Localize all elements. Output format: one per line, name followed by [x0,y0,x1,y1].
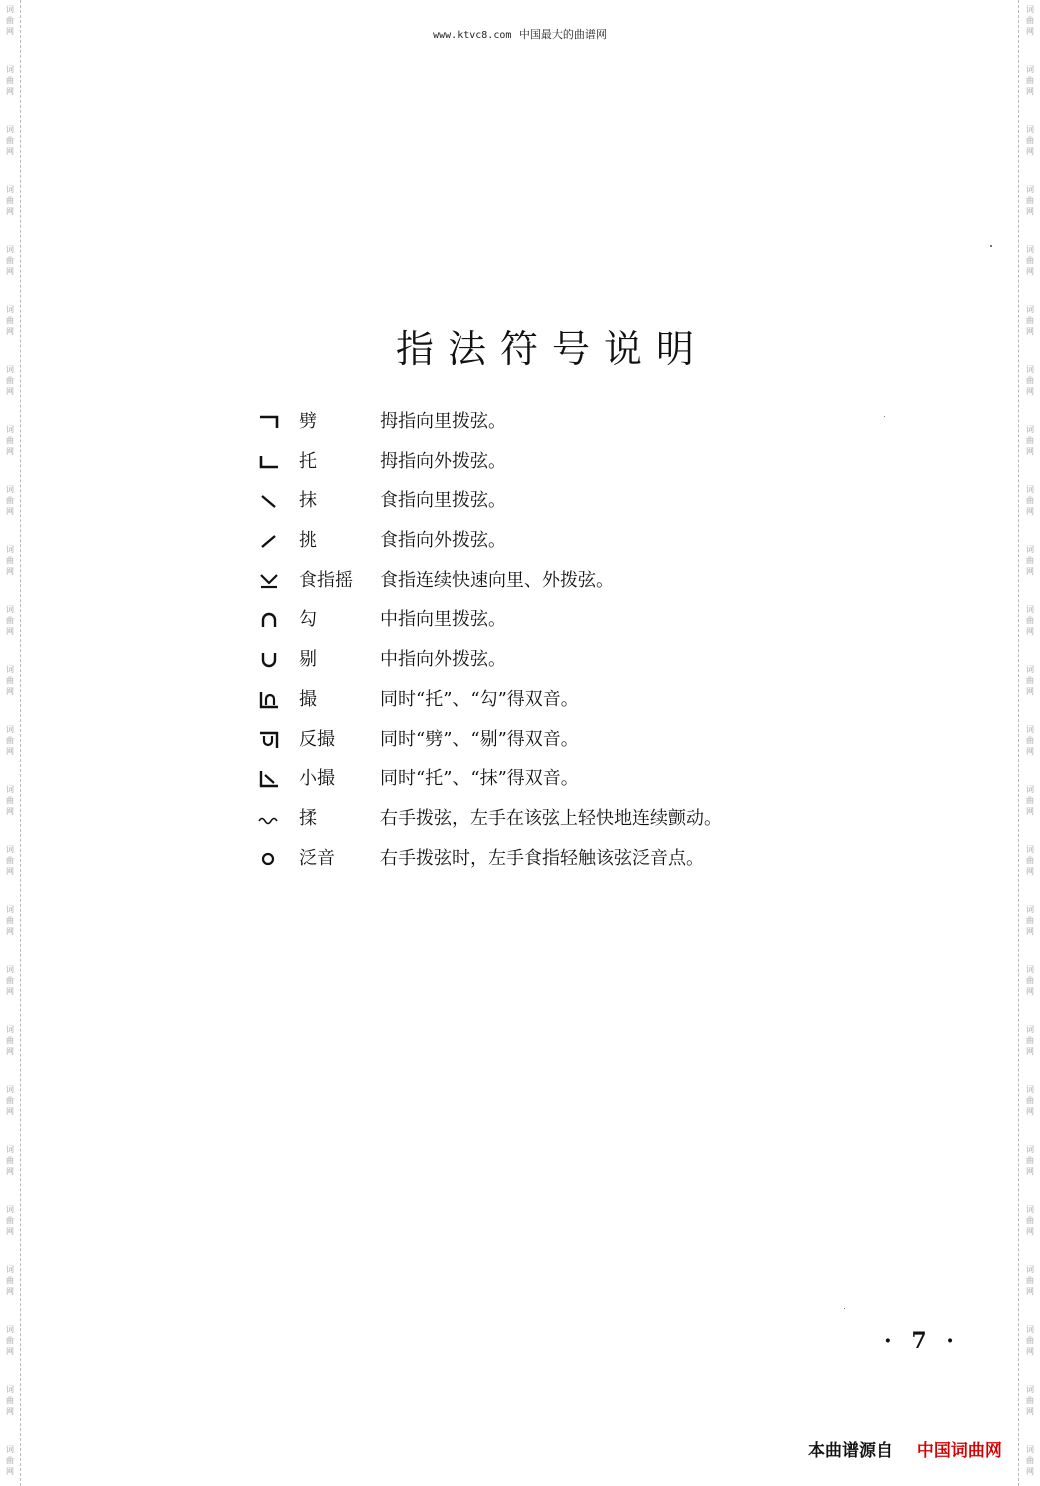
watermark-char: 曲 [1026,1096,1034,1105]
symbol-name: 剔 [299,649,317,671]
fan-cuo-icon [254,728,284,752]
list-item [254,604,814,644]
watermark-char: 网 [6,867,14,876]
watermark-char: 曲 [6,556,14,565]
watermark-char: 曲 [6,616,14,625]
watermark-char: 词 [6,125,14,134]
watermark-char: 网 [1026,687,1034,696]
watermark-block [3,1204,17,1237]
watermark-block [3,1444,17,1477]
watermark-char: 网 [1026,867,1034,876]
watermark-char: 词 [6,425,14,434]
watermark-char: 曲 [1026,436,1034,445]
watermark-char: 曲 [1026,376,1034,385]
watermark-char: 网 [1026,927,1034,936]
watermark-char: 词 [1026,1085,1034,1094]
watermark-char: 词 [1026,1265,1034,1274]
mo-icon [254,489,284,513]
watermark-char: 词 [1026,365,1034,374]
watermark-block [3,64,17,97]
watermark-char: 网 [6,147,14,156]
watermark-char: 网 [6,927,14,936]
watermark-char: 网 [1026,987,1034,996]
watermark-char: 曲 [6,796,14,805]
watermark-char: 词 [6,1325,14,1334]
watermark-char: 词 [1026,1445,1034,1454]
watermark-char: 词 [1026,665,1034,674]
list-item [254,843,814,883]
watermark-char: 网 [1026,147,1034,156]
watermark-char: 曲 [1026,736,1034,745]
watermark-char: 网 [1026,87,1034,96]
symbol-description: 拇指向里拨弦。 [380,411,506,432]
watermark-char: 词 [1026,185,1034,194]
watermark-char: 曲 [1026,256,1034,265]
symbol-name: 挑 [299,530,317,552]
watermark-char: 曲 [6,1156,14,1165]
ti-icon [254,648,284,672]
watermark-char: 词 [6,1265,14,1274]
left-margin-rule [20,0,21,1486]
watermark-char: 曲 [1026,1036,1034,1045]
watermark-char: 网 [6,627,14,636]
symbol-description: 食指向外拨弦。 [380,530,506,552]
list-item [254,763,814,803]
watermark-block [3,484,17,517]
watermark-char: 网 [6,987,14,996]
watermark-char: 曲 [6,196,14,205]
symbol-description: 右手拨弦时，左手食指轻触该弦泛音点。 [380,847,704,869]
watermark-char: 词 [1026,1325,1034,1334]
watermark-block [3,1084,17,1117]
watermark-char: 网 [1026,627,1034,636]
list-item [254,406,814,446]
watermark-char: 词 [1026,1025,1034,1034]
watermark-char: 曲 [6,1336,14,1345]
watermark-block [1023,244,1037,277]
watermark-char: 曲 [1026,616,1034,625]
watermark-char: 词 [1026,485,1034,494]
watermark-block [3,424,17,457]
watermark-char: 词 [1026,785,1034,794]
tiao-icon [254,529,284,553]
watermark-block [1023,1084,1037,1117]
watermark-char: 网 [1026,1467,1034,1476]
watermark-block [1023,1204,1037,1237]
watermark-char: 网 [6,207,14,216]
watermark-char: 词 [6,305,14,314]
watermark-char: 曲 [6,256,14,265]
watermark-char: 词 [6,1385,14,1394]
watermark-char: 网 [1026,807,1034,816]
watermark-char: 曲 [6,136,14,145]
watermark-char: 网 [1026,507,1034,516]
watermark-char: 词 [6,605,14,614]
watermark-char: 网 [6,1227,14,1236]
watermark-block [1023,544,1037,577]
watermark-char: 网 [1026,1407,1034,1416]
watermark-char: 曲 [6,1456,14,1465]
watermark-char: 词 [6,65,14,74]
list-item [254,446,814,486]
footer-attribution [808,1436,1002,1461]
watermark-block [3,544,17,577]
watermark-char: 曲 [1026,76,1034,85]
watermark-char: 词 [1026,5,1034,14]
watermark-char: 曲 [6,1096,14,1105]
watermark-block [1023,904,1037,937]
right-margin-rule [1018,0,1019,1486]
symbol-name: 勾 [299,609,317,631]
watermark-char: 曲 [1026,196,1034,205]
watermark-char: 网 [6,807,14,816]
watermark-char: 词 [1026,725,1034,734]
watermark-char: 词 [6,1205,14,1214]
watermark-block [1023,64,1037,97]
watermark-char: 网 [6,87,14,96]
watermark-char: 词 [1026,605,1034,614]
list-item [254,644,814,684]
symbol-name: 托 [299,450,317,472]
watermark-char: 词 [6,545,14,554]
symbol-description: 右手拨弦，左手在该弦上轻快地连续颤动。 [380,807,722,829]
watermark-char: 曲 [6,76,14,85]
watermark-char: 网 [6,747,14,756]
watermark-char: 曲 [6,16,14,25]
watermark-char: 词 [1026,125,1034,134]
watermark-block [3,1324,17,1357]
watermark-char: 网 [6,507,14,516]
watermark-char: 网 [6,387,14,396]
watermark-char: 曲 [6,1036,14,1045]
watermark-char: 曲 [6,436,14,445]
symbol-description: 同时“劈”、“剔”得双音。 [380,728,579,750]
watermark-char: 网 [6,1287,14,1296]
symbol-description: 中指向里拨弦。 [380,609,506,631]
watermark-char: 网 [6,1167,14,1176]
symbol-name: 劈 [299,411,317,432]
watermark-char: 曲 [1026,316,1034,325]
watermark-char: 网 [1026,1347,1034,1356]
watermark-char: 网 [1026,567,1034,576]
watermark-char: 曲 [1026,856,1034,865]
watermark-char: 曲 [1026,796,1034,805]
watermark-block [3,124,17,157]
watermark-char: 网 [1026,27,1034,36]
watermark-char: 词 [1026,1145,1034,1154]
watermark-char: 网 [6,1347,14,1356]
watermark-char: 词 [1026,545,1034,554]
watermark-char: 词 [6,965,14,974]
watermark-block [1023,664,1037,697]
list-item [254,803,814,843]
watermark-block [3,604,17,637]
left-watermark-column [3,0,17,1486]
watermark-char: 网 [1026,267,1034,276]
watermark-char: 词 [1026,965,1034,974]
right-watermark-column [1023,0,1037,1486]
watermark-char: 词 [6,905,14,914]
watermark-char: 网 [1026,1107,1034,1116]
watermark-char: 曲 [1026,136,1034,145]
watermark-char: 词 [1026,245,1034,254]
watermark-block [3,1144,17,1177]
scan-speck [844,1308,845,1309]
watermark-char: 词 [1026,425,1034,434]
watermark-block [1023,1324,1037,1357]
watermark-char: 曲 [6,856,14,865]
watermark-char: 网 [1026,1227,1034,1236]
watermark-block [1023,124,1037,157]
watermark-block [3,1384,17,1417]
watermark-char: 曲 [1026,16,1034,25]
watermark-block [3,664,17,697]
pi-icon [254,410,284,434]
watermark-char: 词 [6,725,14,734]
watermark-char: 网 [1026,1167,1034,1176]
site-url: www.ktvc8.com [433,30,512,41]
watermark-char: 词 [6,1445,14,1454]
watermark-char: 词 [6,485,14,494]
watermark-char: 词 [1026,305,1034,314]
fingering-symbol-list [254,406,814,882]
watermark-char: 词 [1026,65,1034,74]
watermark-char: 曲 [6,1216,14,1225]
watermark-block [1023,1264,1037,1297]
symbol-description: 食指连续快速向里、外拨弦。 [380,569,614,591]
watermark-block [1023,484,1037,517]
watermark-block [1023,724,1037,757]
watermark-char: 网 [1026,447,1034,456]
watermark-char: 网 [1026,1047,1034,1056]
watermark-char: 曲 [1026,556,1034,565]
tuo-icon [254,450,284,474]
watermark-char: 曲 [6,376,14,385]
list-item [254,724,814,764]
watermark-block [1023,1444,1037,1477]
watermark-char: 词 [1026,845,1034,854]
watermark-char: 网 [6,1047,14,1056]
watermark-char: 曲 [6,916,14,925]
watermark-char: 网 [1026,387,1034,396]
page-number: · 7 · [884,1328,960,1354]
watermark-char: 曲 [6,1396,14,1405]
list-item [254,525,814,565]
watermark-char: 曲 [1026,1156,1034,1165]
watermark-block [3,1024,17,1057]
watermark-char: 曲 [1026,916,1034,925]
rou-icon [254,807,284,831]
watermark-block [1023,1024,1037,1057]
watermark-block [3,1264,17,1297]
symbol-name: 食指摇 [299,569,353,591]
watermark-block [3,844,17,877]
watermark-char: 曲 [1026,496,1034,505]
watermark-char: 曲 [1026,1456,1034,1465]
watermark-char: 曲 [1026,1216,1034,1225]
watermark-char: 曲 [1026,976,1034,985]
watermark-block [1023,1384,1037,1417]
gou-icon [254,608,284,632]
watermark-block [1023,784,1037,817]
watermark-char: 网 [1026,327,1034,336]
watermark-char: 词 [1026,1385,1034,1394]
watermark-block [1023,964,1037,997]
watermark-char: 网 [6,27,14,36]
watermark-char: 词 [6,5,14,14]
list-item [254,684,814,724]
watermark-char: 曲 [6,496,14,505]
watermark-char: 词 [6,365,14,374]
watermark-char: 网 [6,687,14,696]
watermark-block [3,244,17,277]
watermark-char: 网 [1026,207,1034,216]
watermark-char: 曲 [6,1276,14,1285]
symbol-description: 拇指向外拨弦。 [380,450,506,472]
symbol-description: 中指向外拨弦。 [380,649,506,671]
watermark-char: 词 [6,1145,14,1154]
cuo-icon [254,688,284,712]
symbol-description: 同时“托”、“抹”得双音。 [380,768,579,790]
watermark-block [1023,184,1037,217]
watermark-char: 网 [1026,747,1034,756]
symbol-description: 食指向里拨弦。 [380,490,506,512]
watermark-block [3,184,17,217]
watermark-block [3,724,17,757]
scan-speck [884,416,885,417]
symbol-name: 撮 [299,688,317,710]
symbol-name: 揉 [299,807,317,829]
watermark-char: 词 [6,185,14,194]
site-tagline: 中国最大的曲谱网 [518,28,607,41]
watermark-block [3,904,17,937]
watermark-block [1023,844,1037,877]
watermark-char: 词 [6,665,14,674]
watermark-char: 曲 [6,736,14,745]
watermark-block [3,964,17,997]
watermark-char: 词 [1026,1205,1034,1214]
watermark-char: 曲 [6,976,14,985]
watermark-char: 词 [6,785,14,794]
list-item [254,565,814,605]
watermark-block [3,784,17,817]
page-title: 指法符号说明 [395,327,708,371]
watermark-char: 网 [6,1467,14,1476]
watermark-char: 曲 [1026,1276,1034,1285]
xiao-cuo-icon [254,767,284,791]
yao-icon [254,569,284,593]
watermark-char: 网 [6,327,14,336]
brand-link[interactable]: 中国词曲网 [916,1441,1002,1461]
watermark-char: 词 [1026,905,1034,914]
symbol-name: 泛音 [299,847,335,869]
watermark-char: 网 [6,1407,14,1416]
watermark-char: 网 [6,447,14,456]
watermark-char: 曲 [6,316,14,325]
watermark-char: 词 [6,1025,14,1034]
watermark-block [1023,424,1037,457]
watermark-block [1023,604,1037,637]
symbol-name: 抹 [299,490,317,512]
symbol-name: 小撮 [299,768,335,790]
list-item [254,485,814,525]
watermark-char: 词 [6,1085,14,1094]
symbol-description: 同时“托”、“勾”得双音。 [380,688,579,710]
symbol-name: 反撮 [299,728,335,750]
watermark-char: 词 [6,845,14,854]
watermark-char: 词 [6,245,14,254]
watermark-char: 网 [6,1107,14,1116]
watermark-char: 曲 [1026,676,1034,685]
watermark-char: 曲 [6,676,14,685]
watermark-char: 网 [1026,1287,1034,1296]
scan-speck [990,245,992,247]
source-label: 本曲谱源自 [808,1441,893,1461]
watermark-char: 网 [6,567,14,576]
watermark-char: 曲 [1026,1396,1034,1405]
watermark-block [1023,1144,1037,1177]
page-header [0,26,1040,42]
watermark-char: 曲 [1026,1336,1034,1345]
watermark-char: 网 [6,267,14,276]
fan-yin-icon [254,847,284,871]
